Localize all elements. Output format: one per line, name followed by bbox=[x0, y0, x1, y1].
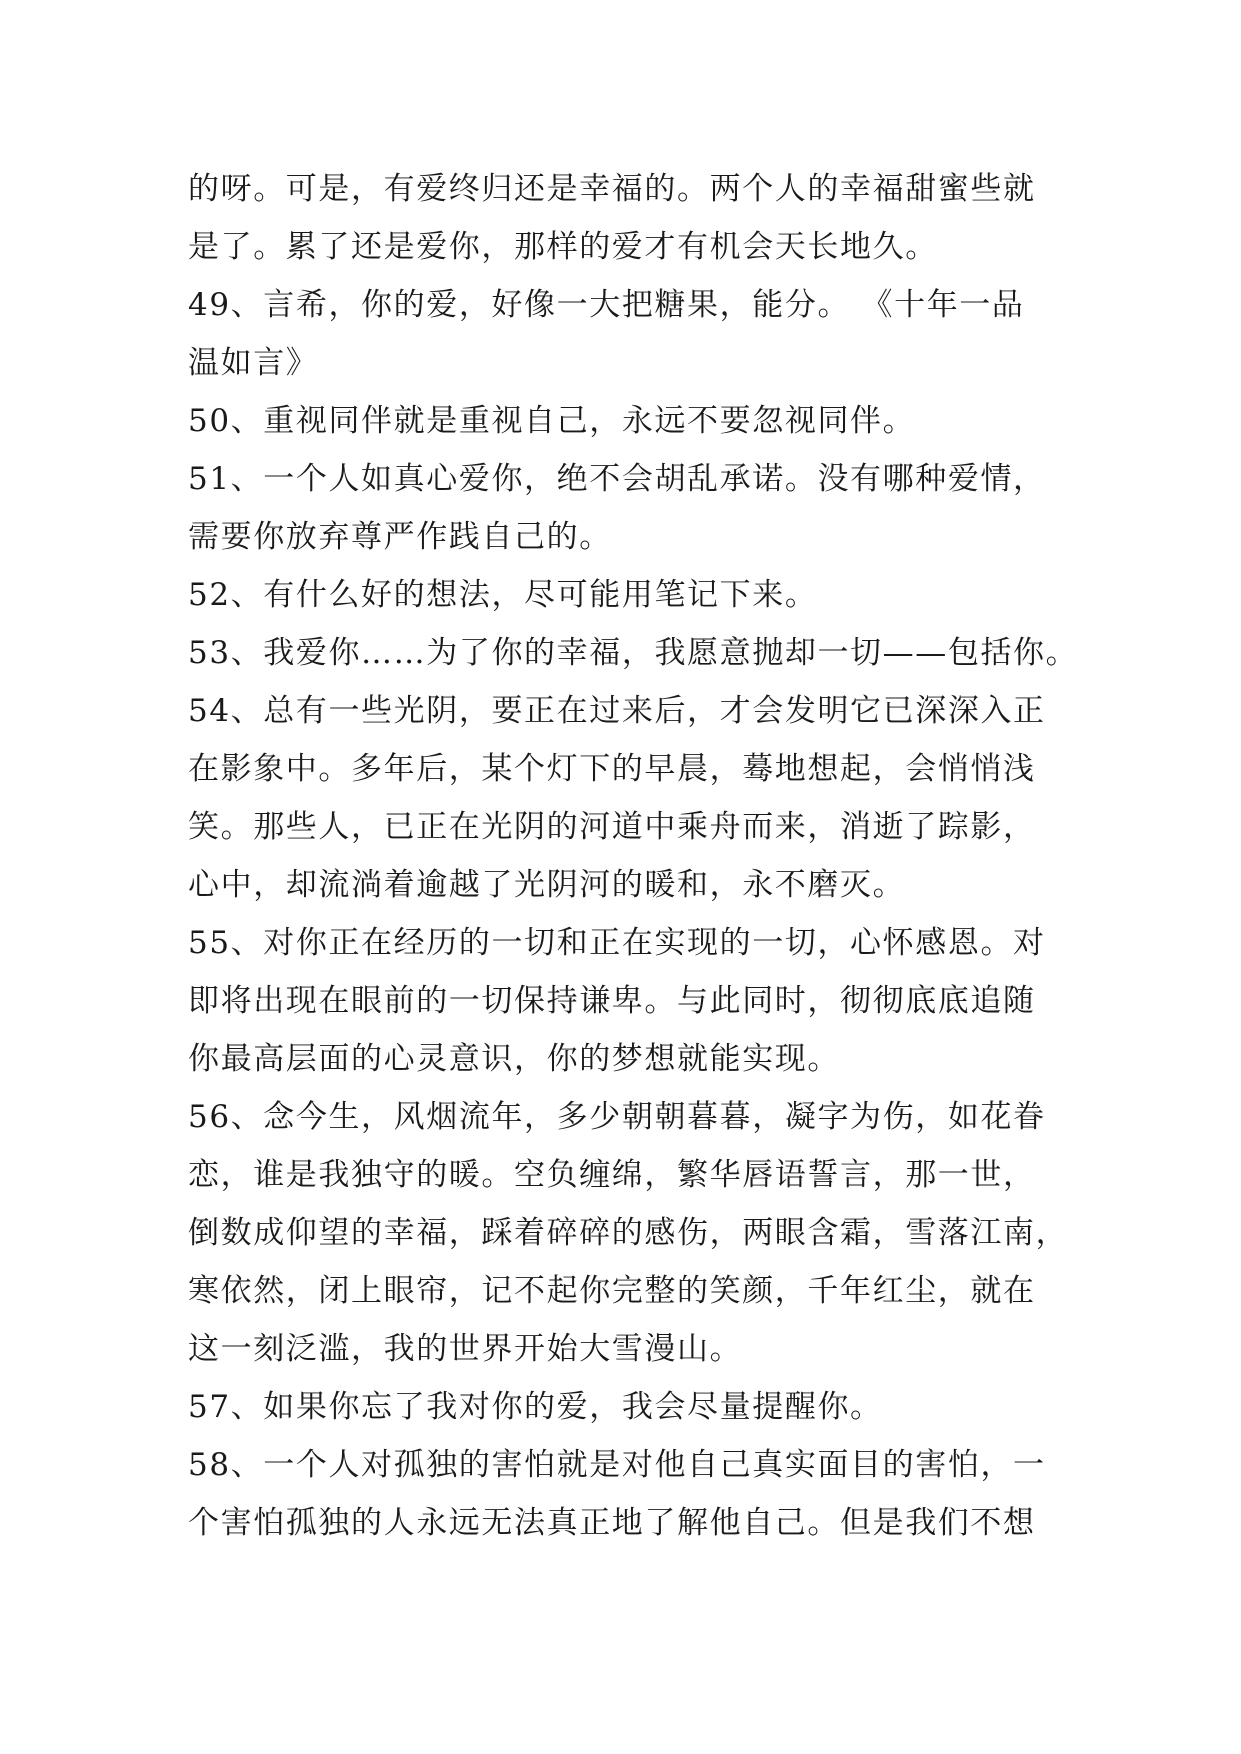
text-line: 心中，却流淌着逾越了光阴河的暖和，永不磨灭。 bbox=[188, 867, 906, 903]
text-line: 是了。累了还是爱你，那样的爱才有机会天长地久。 bbox=[188, 229, 938, 265]
text-line: 温如言》 bbox=[188, 345, 319, 381]
text-line: 57、如果你忘了我对你的爱，我会尽量提醒你。 bbox=[188, 1389, 883, 1425]
text-line: 倒数成仰望的幸福，踩着碎碎的感伤，两眼含霜，雪落江南， bbox=[188, 1215, 1069, 1251]
text-line: 51、一个人如真心爱你，绝不会胡乱承诺。没有哪种爱情， bbox=[188, 461, 1046, 497]
text-line: 即将出现在眼前的一切保持谦卑。与此同时，彻彻底底追随 bbox=[188, 983, 1036, 1019]
text-line: 50、重视同伴就是重视自己，永远不要忽视同伴。 bbox=[188, 403, 916, 439]
text-line: 需要你放弃尊严作践自己的。 bbox=[188, 519, 612, 555]
text-line: 58、一个人对孤独的害怕就是对他自己真实面目的害怕，一 bbox=[188, 1447, 1046, 1483]
text-line: 的呀。可是，有爱终归还是幸福的。两个人的幸福甜蜜些就 bbox=[188, 171, 1036, 207]
text-line: 55、对你正在经历的一切和正在实现的一切，心怀感恩。对 bbox=[188, 925, 1046, 961]
text-line: 54、总有一些光阴，要正在过来后，才会发明它已深深入正 bbox=[188, 693, 1046, 729]
text-line: 笑。那些人，已正在光阴的河道中乘舟而来，消逝了踪影， bbox=[188, 809, 1036, 845]
text-line: 53、我爱你……为了你的幸福，我愿意抛却一切——包括你。 bbox=[188, 635, 1079, 671]
text-line: 个害怕孤独的人永远无法真正地了解他自己。但是我们不想 bbox=[188, 1505, 1036, 1541]
text-line: 52、有什么好的想法，尽可能用笔记下来。 bbox=[188, 577, 818, 613]
text-line: 恋，谁是我独守的暖。空负缠绵，繁华唇语誓言，那一世， bbox=[188, 1157, 1036, 1193]
document-body bbox=[188, 160, 1079, 1552]
text-line: 56、念今生，风烟流年，多少朝朝暮暮，凝字为伤，如花眷 bbox=[188, 1099, 1046, 1135]
text-line: 寒依然，闭上眼帘，记不起你完整的笑颜，千年红尘，就在 bbox=[188, 1273, 1036, 1309]
text-line: 在影象中。多年后，某个灯下的早晨，蓦地想起，会悄悄浅 bbox=[188, 751, 1036, 787]
text-line: 你最高层面的心灵意识，你的梦想就能实现。 bbox=[188, 1041, 840, 1077]
text-line: 这一刻泛滥，我的世界开始大雪漫山。 bbox=[188, 1331, 743, 1367]
text-line: 49、言希，你的爱，好像一大把糖果，能分。 《十年一品 bbox=[188, 287, 1025, 323]
